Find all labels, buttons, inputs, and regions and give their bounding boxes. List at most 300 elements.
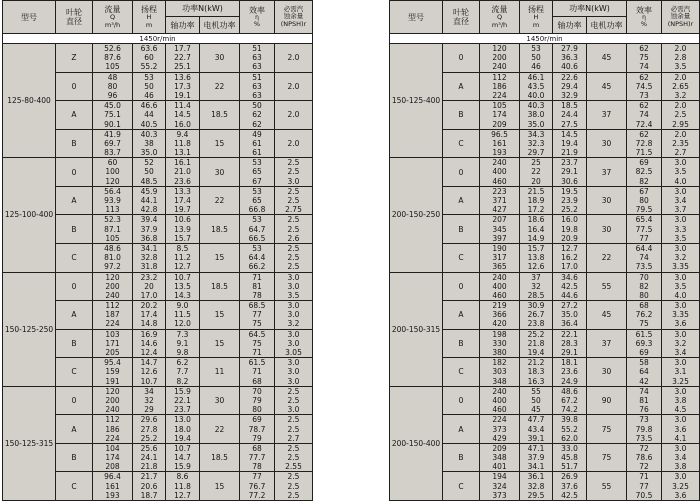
value-line: 42.5 [561, 281, 578, 291]
motor-power-cell: 30 [200, 386, 240, 415]
value-line: 3.25 [672, 376, 689, 386]
motor-power-cell: 30 [587, 215, 627, 244]
value-line: 3.8 [674, 395, 687, 405]
rpm-banner: 1450r/min [390, 34, 700, 44]
value-line: 48.6 [561, 386, 578, 396]
flow-cell [480, 129, 520, 158]
value-line: 70 [252, 386, 262, 396]
efficiency-cell [627, 386, 662, 415]
impeller-cell: Z [56, 44, 93, 73]
value-line: 36.1 [527, 472, 545, 482]
head-cell [133, 472, 166, 501]
value-line: 2.8 [674, 53, 687, 63]
value-line: 21.2 [527, 358, 545, 368]
value-line: 2.5 [287, 262, 300, 272]
value-line: 14.7 [174, 453, 191, 463]
value-line: 32.9 [561, 90, 578, 100]
head-cell [520, 129, 553, 158]
value-line: 65.4 [635, 215, 653, 225]
value-line: 9.4 [176, 129, 189, 139]
flow-cell [480, 329, 520, 358]
value-line: 29.7 [527, 148, 545, 158]
impeller-cell: C [443, 129, 480, 158]
value-line: 77.2 [248, 490, 266, 500]
shaft-power-cell [553, 272, 587, 301]
value-line: 34.1 [527, 462, 545, 472]
value-line: 19.4 [561, 138, 578, 148]
value-line: 13.0 [174, 415, 191, 425]
value-line: 200 [105, 281, 120, 291]
value-line: 2.5 [287, 196, 300, 205]
pump-spec-table-left [2, 0, 313, 501]
efficiency-cell [627, 44, 662, 73]
value-line: 9.8 [176, 348, 189, 357]
value-line: 62 [639, 44, 649, 53]
impeller-cell: 0 [56, 272, 93, 301]
flow-cell [93, 186, 133, 215]
value-line: 3.0 [287, 358, 300, 368]
spec-row [390, 272, 700, 301]
value-line: 80 [639, 196, 649, 205]
value-line: 348 [492, 376, 507, 386]
value-line: 400 [492, 167, 507, 177]
value-line: 45.0 [104, 101, 121, 111]
value-line: 2.5 [287, 167, 300, 177]
value-line: 47.7 [527, 415, 545, 425]
table-body [390, 44, 700, 501]
value-line: 76.7 [248, 481, 266, 491]
shaft-power-cell [553, 243, 587, 272]
npsh-cell [662, 472, 700, 501]
value-line: 78 [252, 462, 262, 472]
value-line: 174 [492, 110, 507, 120]
value-line: 9.1 [176, 338, 189, 348]
value-line: 67.2 [561, 395, 578, 405]
flow-cell [480, 101, 520, 130]
value-line: 50 [144, 167, 154, 177]
col-header-efficiency: 效率 η % [627, 1, 662, 34]
shaft-power-cell [553, 386, 587, 415]
efficiency-cell [627, 243, 662, 272]
value-line: 427 [492, 205, 507, 215]
spec-row [3, 386, 313, 415]
value-line: 3.1 [674, 367, 687, 377]
efficiency-cell [627, 301, 662, 330]
value-line: 13.9 [174, 224, 191, 234]
value-line: 20.9 [561, 233, 578, 243]
value-line: 18.6 [527, 215, 545, 225]
flow-cell [480, 186, 520, 215]
value-line: 2.5 [287, 472, 300, 482]
value-line: 2.5 [287, 253, 300, 263]
value-line: 3.0 [674, 301, 687, 311]
efficiency-cell [627, 186, 662, 215]
efficiency-cell [627, 329, 662, 358]
value-line: 2.0 [674, 72, 687, 82]
value-line: 25.2 [140, 433, 158, 443]
value-line: 65 [252, 196, 262, 205]
value-line: 28.5 [527, 290, 545, 300]
spec-row [390, 158, 700, 187]
value-line: 15.9 [174, 462, 191, 472]
value-line: 40.3 [527, 101, 545, 111]
value-line: 68 [252, 443, 262, 453]
value-line: 3.0 [674, 415, 687, 425]
value-line: 53 [144, 72, 154, 82]
value-line: 19.1 [174, 90, 191, 100]
value-line: 17.0 [140, 290, 158, 300]
head-cell [133, 44, 166, 73]
value-line: 73 [639, 415, 649, 425]
value-line: 209 [492, 119, 507, 129]
value-line: 25.1 [174, 62, 191, 72]
col-header-shaft-power: 轴功率 [553, 17, 587, 34]
value-line: 66.2 [248, 262, 266, 272]
head-cell [133, 158, 166, 187]
value-line: 62 [639, 101, 649, 111]
value-line: 27.5 [561, 119, 578, 129]
impeller-cell: B [443, 215, 480, 244]
value-line: 16.4 [527, 224, 545, 234]
efficiency-cell [240, 301, 275, 330]
value-line: 50 [531, 395, 541, 405]
value-line: 6.2 [176, 358, 189, 368]
impeller-cell: B [56, 129, 93, 158]
flow-cell [480, 472, 520, 501]
value-line: 3.0 [287, 281, 300, 291]
value-line: 74 [639, 62, 649, 72]
value-line: 25.6 [140, 443, 158, 453]
value-line: 3.4 [674, 196, 687, 205]
value-line: 16.2 [561, 253, 578, 263]
value-line: 70 [639, 272, 649, 282]
value-line: 2.5 [287, 186, 300, 196]
shaft-power-cell [166, 158, 200, 187]
head-cell [520, 101, 553, 130]
col-header-head: 扬程 H m [133, 1, 166, 34]
value-line: 240 [105, 290, 120, 300]
head-cell [133, 301, 166, 330]
value-line: 19.7 [174, 205, 191, 215]
impeller-cell: 0 [443, 272, 480, 301]
value-line: 74 [639, 386, 649, 396]
motor-power-cell: 22 [587, 243, 627, 272]
value-line: 80 [107, 81, 118, 91]
value-line: 82 [639, 176, 649, 186]
value-line: 63 [252, 81, 262, 91]
value-line: 345 [492, 224, 507, 234]
value-line: 18.5 [561, 101, 578, 111]
head-cell [520, 243, 553, 272]
value-line: 2.5 [287, 443, 300, 453]
value-line: 12.6 [140, 367, 158, 377]
col-header-npsh: 必需汽 蚀余量 (NPSH)r [275, 1, 313, 34]
value-line: 187 [105, 310, 120, 320]
col-header-efficiency: 效率 η % [240, 1, 275, 34]
motor-power-cell: 15 [200, 243, 240, 272]
motor-power-cell: 15 [200, 472, 240, 501]
value-line: 2.6 [287, 233, 300, 243]
value-line: 42.5 [561, 490, 578, 500]
value-line: 61 [252, 138, 262, 148]
spec-row [3, 158, 313, 187]
value-line: 112 [105, 301, 120, 311]
value-line: 14.8 [140, 319, 158, 329]
value-line: 3.7 [674, 205, 687, 215]
value-line: 87.1 [104, 224, 121, 234]
motor-power-cell: 37 [587, 158, 627, 187]
value-line: 80 [639, 290, 649, 300]
value-line: 3.0 [674, 215, 687, 225]
col-header-motor-power: 电机功率 [587, 17, 627, 34]
value-line: 2.5 [287, 395, 300, 405]
flow-cell [93, 443, 133, 472]
value-line: 224 [492, 90, 507, 100]
value-line: 44.6 [561, 290, 578, 300]
value-line: 3.8 [674, 462, 687, 472]
value-line: 240 [105, 405, 120, 415]
value-line: 317 [492, 253, 507, 263]
shaft-power-cell [553, 443, 587, 472]
npsh-cell [662, 415, 700, 444]
shaft-power-cell [553, 158, 587, 187]
value-line: 60 [107, 158, 118, 168]
npsh-cell [275, 329, 313, 358]
motor-power-cell: 45 [587, 301, 627, 330]
flow-cell [480, 158, 520, 187]
shaft-power-cell [553, 329, 587, 358]
value-line: 37.9 [527, 453, 545, 463]
value-line: 18.0 [174, 424, 191, 434]
motor-power-cell: 55 [587, 272, 627, 301]
value-line: 11.2 [174, 253, 191, 263]
value-line: 3.0 [287, 301, 300, 311]
value-line: 209 [492, 443, 507, 453]
flow-cell [93, 129, 133, 158]
npsh-cell [662, 243, 700, 272]
value-line: 103 [105, 329, 120, 339]
value-line: 2.0 [674, 44, 687, 53]
value-line: 22.7 [174, 53, 191, 63]
table-header [3, 1, 313, 44]
impeller-cell: C [443, 472, 480, 501]
flow-cell [93, 415, 133, 444]
value-line: 48 [107, 72, 118, 82]
value-line: 208 [105, 462, 120, 472]
impeller-cell: 0 [56, 158, 93, 187]
value-line: 2.5 [287, 158, 300, 168]
value-line: 41.9 [104, 129, 121, 139]
head-cell [133, 415, 166, 444]
col-header-motor-power: 电机功率 [200, 17, 240, 34]
value-line: 40.0 [527, 90, 545, 100]
value-line: 81.0 [104, 253, 121, 263]
value-line: 17.4 [174, 196, 191, 205]
motor-power-cell: 18.5 [200, 101, 240, 130]
value-line: 2.7 [287, 433, 300, 443]
value-line: 27.9 [561, 44, 578, 53]
value-line: 71.5 [635, 148, 653, 158]
value-line: 76 [639, 405, 649, 415]
impeller-cell: A [443, 301, 480, 330]
value-line: 81 [639, 395, 649, 405]
head-cell [520, 329, 553, 358]
value-line: 2.95 [672, 119, 689, 129]
value-line: 68 [252, 376, 262, 386]
head-cell [520, 358, 553, 387]
value-line: 3.5 [674, 62, 687, 72]
value-line: 240 [492, 62, 507, 72]
value-line: 27.2 [561, 301, 578, 311]
value-line: 77 [639, 481, 649, 491]
value-line: 45.8 [561, 453, 578, 463]
value-line: 71 [252, 272, 262, 282]
head-cell [133, 101, 166, 130]
value-line: 7.3 [176, 329, 189, 339]
value-line: 34.3 [527, 129, 545, 139]
value-line: 3.4 [674, 348, 687, 357]
flow-cell [93, 329, 133, 358]
motor-power-cell: 75 [587, 443, 627, 472]
value-line: 2.5 [287, 215, 300, 225]
value-line: 3.35 [672, 310, 689, 320]
efficiency-cell [627, 101, 662, 130]
value-line: 29.5 [527, 490, 545, 500]
value-line: 12.0 [174, 319, 191, 329]
head-cell [133, 215, 166, 244]
value-line: 14.3 [174, 290, 191, 300]
npsh-cell [662, 186, 700, 215]
value-line: 64.7 [248, 224, 266, 234]
value-line: 12.7 [174, 490, 191, 500]
value-line: 3.3 [674, 224, 687, 234]
value-line: 13.1 [174, 148, 191, 158]
value-line: 79.8 [635, 424, 653, 434]
value-line: 3.0 [287, 272, 300, 282]
value-line: 78.6 [635, 453, 653, 463]
value-line: 29.1 [561, 348, 578, 357]
value-line: 29 [144, 405, 154, 415]
impeller-cell: A [443, 186, 480, 215]
value-line: 8.5 [176, 243, 189, 253]
value-line: 397 [492, 233, 507, 243]
value-line: 420 [492, 319, 507, 329]
impeller-cell: C [443, 358, 480, 387]
value-line: 48.5 [140, 176, 158, 186]
value-line: 55.2 [561, 424, 578, 434]
value-line: 2.0 [287, 53, 300, 63]
value-line: 34.6 [561, 272, 578, 282]
npsh-cell [275, 243, 313, 272]
value-line: 3.6 [674, 319, 687, 329]
motor-power-cell: 45 [587, 72, 627, 101]
efficiency-cell [627, 72, 662, 101]
value-line: 37 [531, 272, 541, 282]
value-line: 200 [105, 395, 120, 405]
flow-cell [93, 158, 133, 187]
value-line: 39.4 [140, 215, 158, 225]
shaft-power-cell [166, 415, 200, 444]
motor-power-cell: 15 [200, 329, 240, 358]
value-line: 120 [105, 272, 120, 282]
shaft-power-cell [166, 101, 200, 130]
value-line: 17.0 [561, 262, 578, 272]
efficiency-cell [240, 243, 275, 272]
value-line: 193 [105, 490, 120, 500]
value-line: 18.3 [527, 367, 545, 377]
value-line: 29.6 [140, 415, 158, 425]
value-line: 73.5 [635, 433, 653, 443]
value-line: 380 [492, 348, 507, 357]
value-line: 113 [105, 205, 120, 215]
value-line: 93.9 [104, 196, 121, 205]
flow-cell [93, 215, 133, 244]
npsh-cell [275, 272, 313, 301]
impeller-cell: B [443, 443, 480, 472]
value-line: 36.8 [140, 233, 158, 243]
value-line: 64.4 [635, 243, 653, 253]
value-line: 16.1 [174, 158, 191, 168]
value-line: 74 [639, 253, 649, 263]
value-line: 61.5 [635, 329, 653, 339]
value-line: 200 [492, 53, 507, 63]
value-line: 14.7 [140, 358, 158, 368]
value-line: 23.9 [561, 196, 578, 205]
value-line: 18.9 [527, 196, 545, 205]
value-line: 22.6 [561, 72, 578, 82]
impeller-cell: B [443, 101, 480, 130]
value-line: 32 [531, 281, 541, 291]
value-line: 10.6 [174, 215, 191, 225]
impeller-cell: C [56, 358, 93, 387]
npsh-cell [275, 358, 313, 387]
efficiency-cell [240, 101, 275, 130]
value-line: 13.5 [174, 281, 191, 291]
value-line: 10.7 [140, 376, 158, 386]
model-cell: 200-150-400 [390, 386, 443, 500]
value-line: 23.8 [527, 319, 545, 329]
motor-power-cell: 18.5 [200, 215, 240, 244]
motor-power-cell: 37 [587, 101, 627, 130]
head-cell [133, 358, 166, 387]
value-line: 23.2 [140, 272, 158, 282]
impeller-cell: C [56, 243, 93, 272]
value-line: 105 [492, 101, 507, 111]
value-line: 120 [105, 386, 120, 396]
col-header-shaft-power: 轴功率 [166, 17, 200, 34]
value-line: 198 [492, 329, 507, 339]
spec-row [390, 386, 700, 415]
value-line: 75 [252, 319, 262, 329]
shaft-power-cell [553, 215, 587, 244]
shaft-power-cell [166, 329, 200, 358]
value-line: 371 [492, 196, 507, 205]
value-line: 66.8 [248, 205, 266, 215]
value-line: 3.0 [674, 358, 687, 368]
value-line: 23.6 [174, 176, 191, 186]
value-line: 46.6 [140, 101, 158, 111]
value-line: 16.3 [527, 376, 545, 386]
value-line: 44 [144, 110, 154, 120]
shaft-power-cell [166, 243, 200, 272]
efficiency-cell [240, 186, 275, 215]
value-line: 3.0 [287, 405, 300, 415]
value-line: 81 [252, 281, 262, 291]
npsh-cell [275, 215, 313, 244]
value-line: 45 [531, 405, 541, 415]
value-line: 50 [252, 101, 262, 111]
value-line: 79 [252, 433, 262, 443]
